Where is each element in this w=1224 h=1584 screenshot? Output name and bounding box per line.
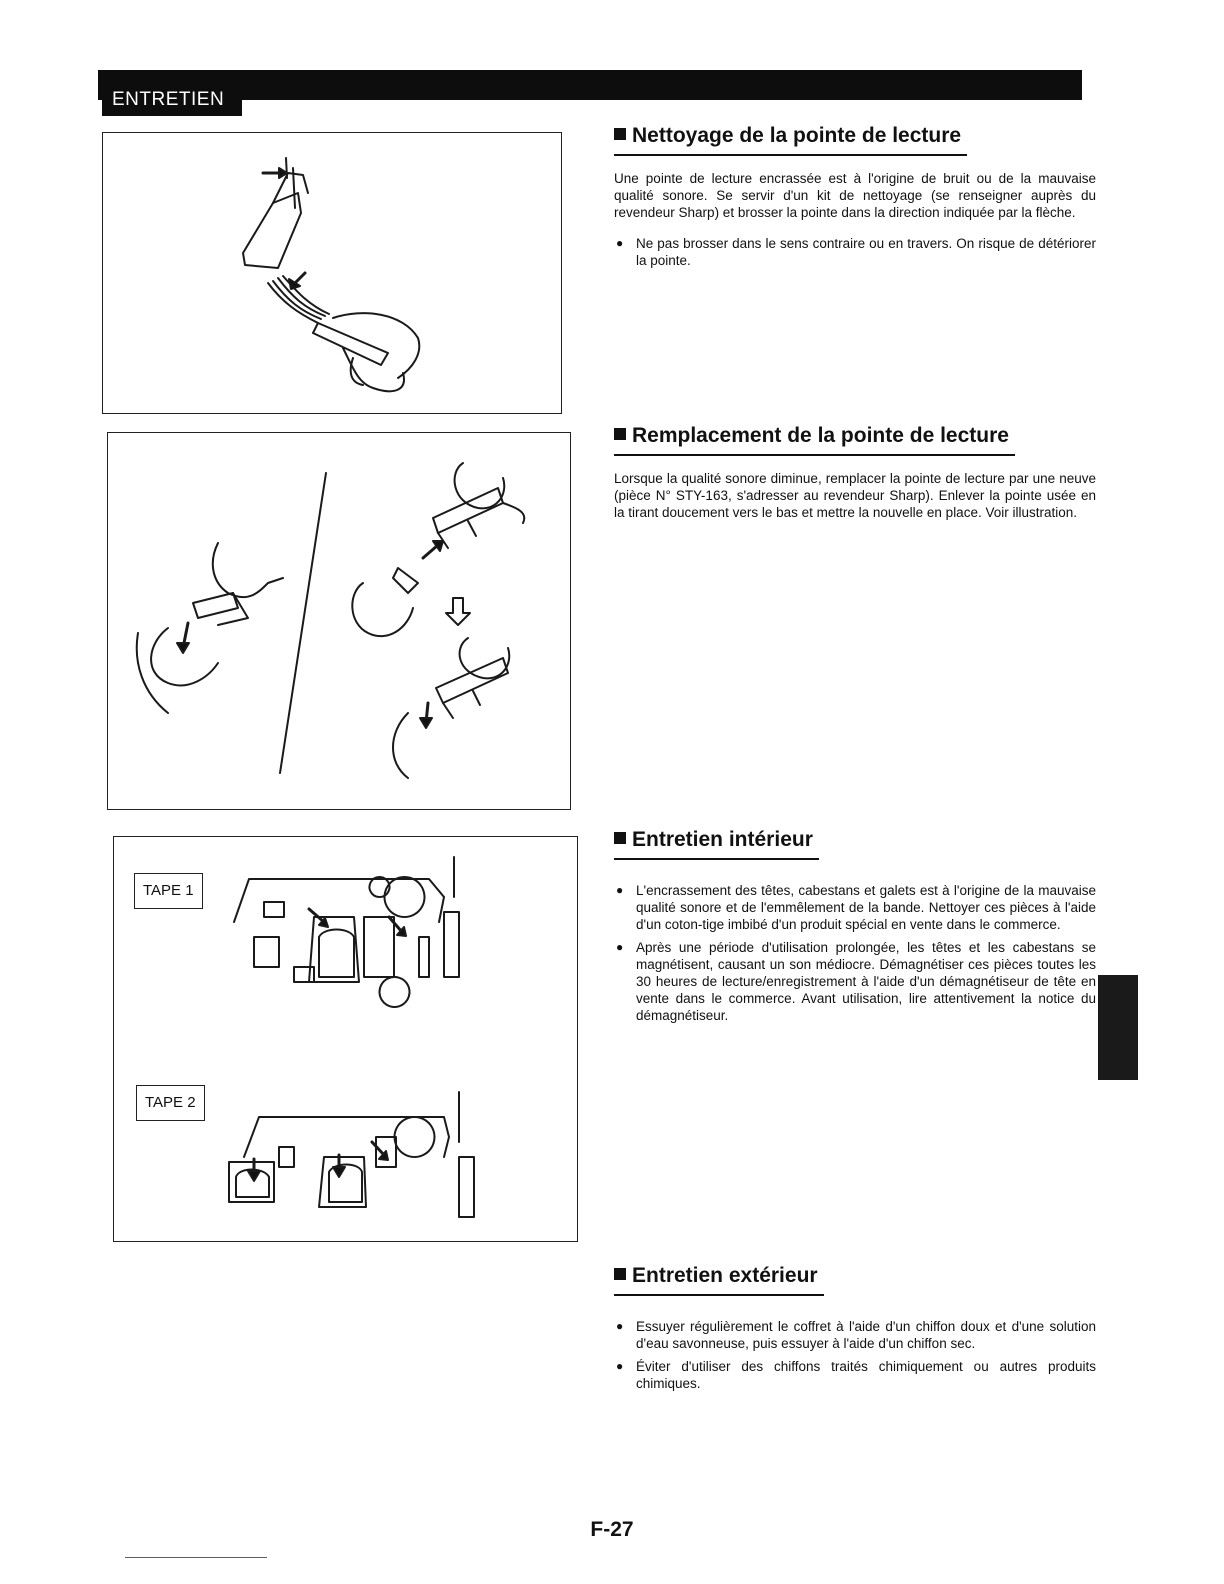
section-header-bar	[98, 70, 1082, 116]
header-rule-thin	[98, 70, 1082, 84]
square-bullet-icon	[614, 832, 626, 844]
list-item: ● Ne pas brosser dans le sens contraire ou en travers. On risque de détériorer la pointe.	[614, 235, 1096, 269]
stylus-cleaning-body: Une pointe de lecture encrassée est à l'origine de bruit ou de la mauvaise qualité sonore. Se servir d'un kit de nettoyage (se renseigner auprès du revendeur Sharp) et brosser la pointe dans la direction indiquée par la flèche.	[614, 171, 1096, 220]
exterior-care-list	[614, 1318, 1096, 1392]
interior-care-heading: Entretien intérieur	[614, 828, 819, 860]
stylus-cleaning-heading: Nettoyage de la pointe de lecture	[614, 124, 967, 156]
section-header-title: ENTRETIEN	[102, 84, 242, 116]
list-item: ● Après une période d'utilisation prolongée, les têtes et les cabestans se magnétisent, causant un son médiocre. Démagnétiser ces pièces toutes les 30 heures de lecture/enregistrement à l'aide d'un démagnétiseur de tête en vente dans le commerce. Avant utilisation, lire attentivement la notice du démagnétiseur.	[614, 939, 1096, 1024]
tape-1-label: TAPE 1	[134, 873, 203, 909]
exterior-care-heading: Entretien extérieur	[614, 1264, 824, 1296]
square-bullet-icon	[614, 1268, 626, 1280]
list-item: ● Essuyer régulièrement le coffret à l'aide d'un chiffon doux et d'une solution d'eau savonneuse, puis essuyer à l'aide d'un chiffon sec.	[614, 1318, 1096, 1352]
square-bullet-icon	[614, 428, 626, 440]
page-number: F-27	[590, 1518, 634, 1541]
stylus-cleaning-illustration	[102, 132, 562, 414]
exterior-care-section	[614, 1264, 1096, 1398]
list-item: ● L'encrassement des têtes, cabestans et galets est à l'origine de la mauvaise qualité sonore et de l'emmêlement de la bande. Nettoyer ces pièces à l'aide d'un coton-tige imbibé d'un produit spécial en vente dans le commerce.	[614, 882, 1096, 933]
interior-care-section	[614, 828, 1096, 1030]
stylus-replacement-heading: Remplacement de la pointe de lecture	[614, 424, 1015, 456]
header-rule-thick	[98, 84, 1082, 100]
stylus-cleaning-list	[614, 235, 1096, 269]
square-bullet-icon	[614, 128, 626, 140]
stylus-replacement-body: Lorsque la qualité sonore diminue, remplacer la pointe de lecture par une neuve (pièce N° STY-163, s'adresser au revendeur Sharp). Enlever la pointe usée en la tirant doucement vers le bas et mettre la nouvelle en place. Voir illustration.	[614, 471, 1096, 520]
interior-care-list	[614, 882, 1096, 1024]
tape-2-label: TAPE 2	[136, 1085, 205, 1121]
stylus-replacement-section	[614, 424, 1096, 521]
tape-deck-heads-illustration	[113, 836, 578, 1242]
list-item: ● Éviter d'utiliser des chiffons traités chimiquement ou autres produits chimiques.	[614, 1358, 1096, 1392]
stylus-replacement-illustration	[107, 432, 571, 810]
chapter-side-tab	[1098, 975, 1138, 1080]
footer-rule	[125, 1557, 267, 1558]
stylus-cleaning-section	[614, 124, 1096, 275]
